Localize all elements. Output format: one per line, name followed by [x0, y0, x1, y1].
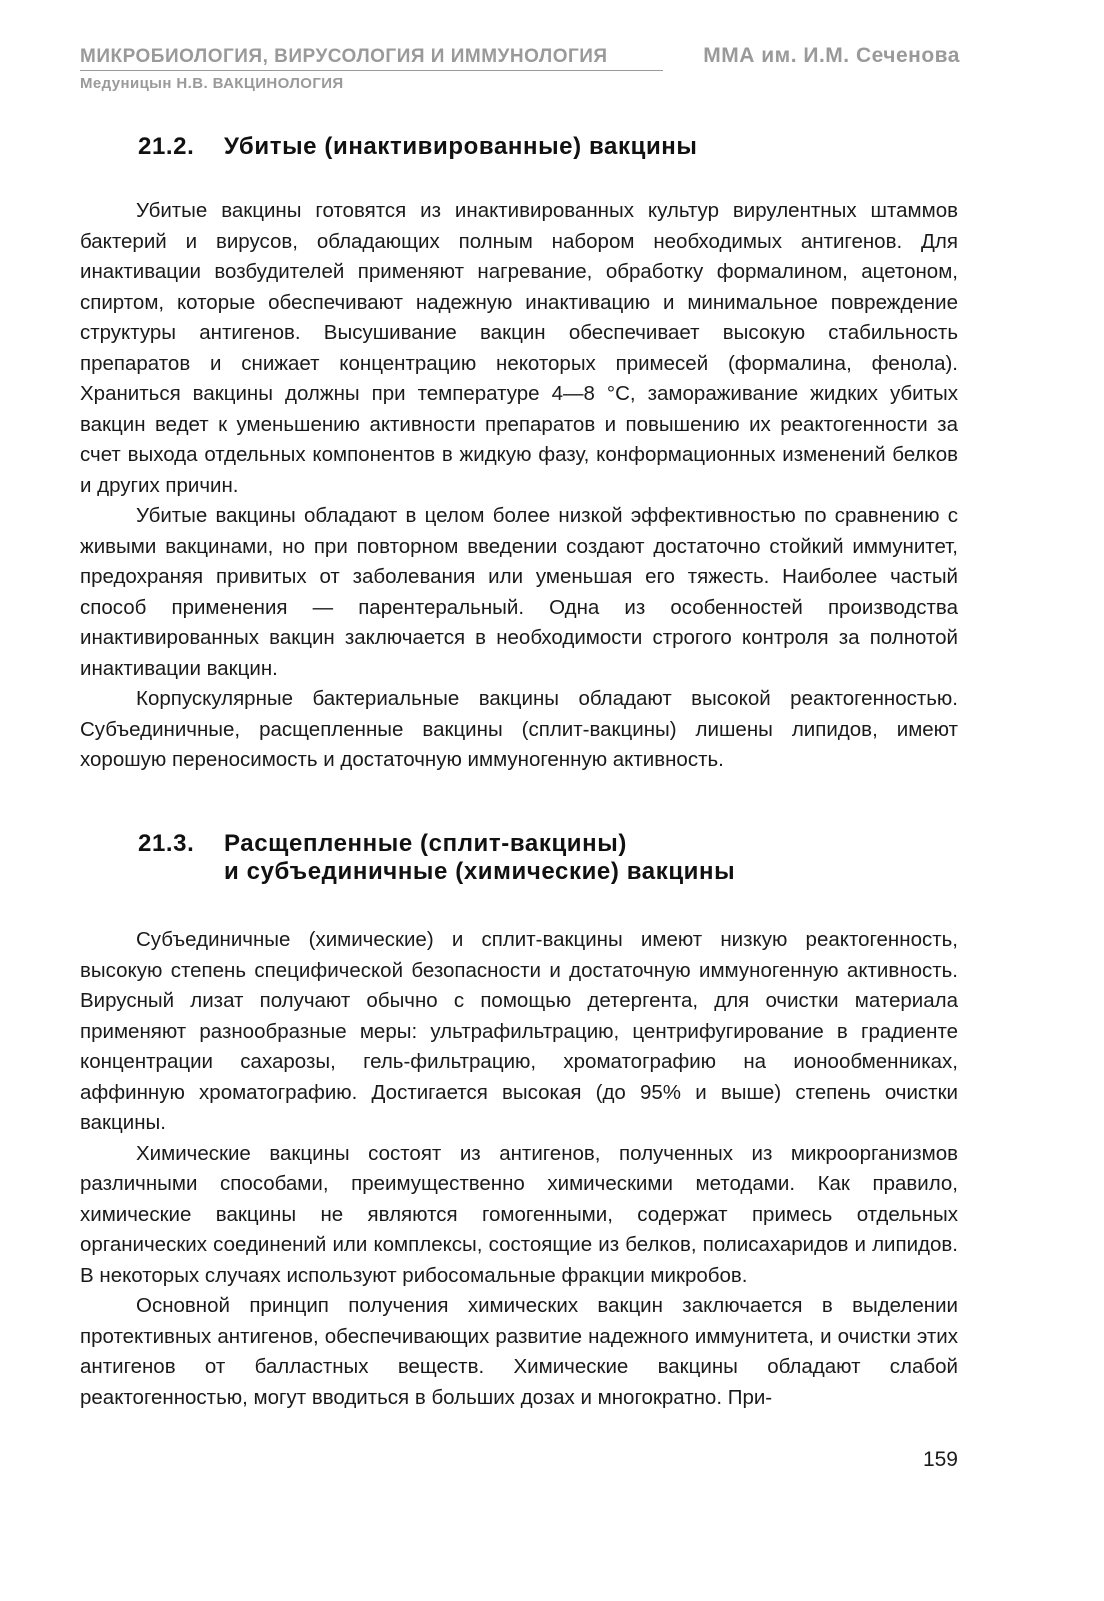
paragraph: Корпускулярные бактериальные вакцины обладают высокой реактогенностью. Субъединичные, расщепленные вакцины (сплит-вакцины) лишены липидов, имеют хорошую переносимость и достаточную иммуногенную активность.: [80, 687, 958, 771]
paragraph: Химические вакцины состоят из антигенов, полученных из микроорганизмов различными способами, преимущественно химическими методами. Как правило, химические вакцины не являются гомогенными, содержат примесь отдельных органических соединений или комплексы, состоящие из белков, полисахаридов и липидов. В некоторых случаях используют рибосомальные фракции микробов.: [80, 1141, 958, 1287]
section-title-line2: и субъединичные (химические) вакцины: [224, 858, 736, 885]
header-institution: ММА им. И.М. Сеченова: [703, 44, 960, 67]
running-header: [80, 44, 960, 92]
section-number: 21.2.: [138, 133, 195, 160]
section-body-21-2: [80, 196, 958, 776]
header-subtitle: Медуницын Н.В. ВАКЦИНОЛОГИЯ: [80, 75, 344, 92]
paragraph: Убитые вакцины обладают в целом более низкой эффективностью по сравнению с живыми вакцинами, но при повторном введении создают достаточно стойкий иммунитет, предохраняя привитых от заболевания или уменьшая его тяжесть. Наиболее частый способ применения — парентеральный. Одна из особенностей производства инактивированных вакцин заключается в необходимости строгого контроля за полнотой инактивации вакцин.: [80, 504, 958, 680]
paragraph: Убитые вакцины готовятся из инактивированных культур вирулентных штаммов бактерий и вирусов, обладающих полным набором необходимых антигенов. Для инактивации возбудителей применяют нагревание, обработку формалином, ацетоном, спиртом, которые обеспечивают надежную инактивацию и минимальное повреждение структуры антигенов. Высушивание вакцин обеспечивает высокую стабильность препаратов и снижает концентрацию некоторых примесей (формалина, фенола). Храниться вакцины должны при температуре 4—8 °С, замораживание жидких убитых вакцин ведет к уменьшению активности препаратов и повышению их реактогенности за счет выхода отдельных компонентов в жидкую фазу, конформационных изменений белков и других причин.: [80, 199, 958, 497]
section-body-21-3: [80, 925, 958, 1413]
paragraph: Основной принцип получения химических вакцин заключается в выделении протективных антигенов, обеспечивающих развитие надежного иммунитета, и очистки этих антигенов от балластных веществ. Химические вакцины обладают слабой реактогенностью, могут вводиться в больших дозах и многократно. При-: [80, 1294, 958, 1409]
section-number: 21.3.: [138, 830, 195, 857]
section-heading-21-2: [138, 133, 698, 161]
paragraph: Субъединичные (химические) и сплит-вакцины имеют низкую реактогенность, высокую степень специфической безопасности и достаточную иммуногенную активность. Вирусный лизат получают обычно с помощью детергента, для очистки материала применяют разнообразные меры: ультрафильтрацию, центрифугирование в градиенте концентрации сахарозы, гель-фильтрацию, хроматографию на ионообменниках, аффинную хроматографию. Достигается высокая (до 95% и выше) степень очистки вакцины.: [80, 928, 958, 1134]
page-number: 159: [922, 1448, 958, 1471]
section-heading-21-3: [138, 830, 735, 886]
section-title-line1: Расщепленные (сплит-вакцины): [224, 830, 627, 857]
section-title: Убитые (инактивированные) вакцины: [224, 133, 698, 160]
header-top-line: [80, 44, 960, 71]
header-book-title: МИКРОБИОЛОГИЯ, ВИРУСОЛОГИЯ И ИММУНОЛОГИЯ: [80, 46, 663, 71]
